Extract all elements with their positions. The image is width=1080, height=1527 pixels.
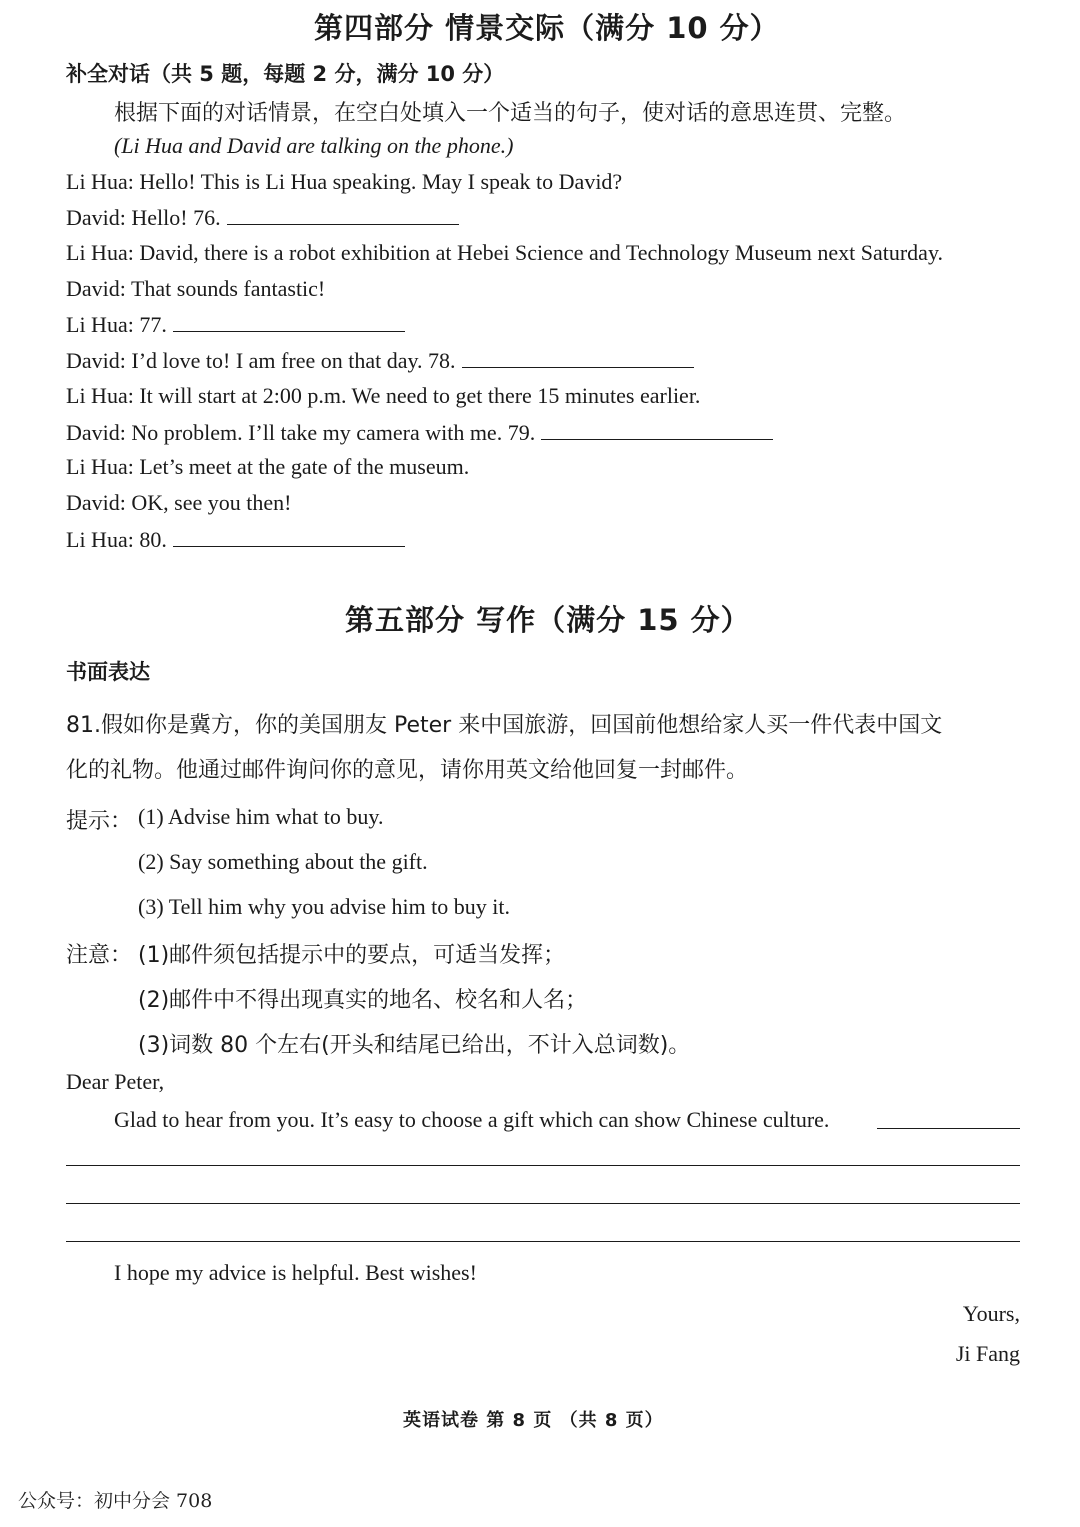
- part4-instruction: 根据下面的对话情景，在空白处填入一个适当的句子，使对话的意思连贯、完整。: [114, 101, 907, 126]
- letter-signature: Ji Fang: [955, 1341, 1020, 1366]
- writing-prompt-line1: 81.假如你是冀方，你的美国朋友 Peter 来中国旅游，回国前他想给家人买一件代表中国文: [66, 713, 943, 738]
- dialogue-line: David: No problem. I’ll take my camera with me. 79.: [66, 419, 773, 446]
- dialogue-line: David: I’d love to! I am free on that day. 78.: [66, 347, 694, 374]
- notes-label: 注意：: [66, 943, 133, 968]
- dialogue-line: Li Hua: 80.: [66, 526, 405, 553]
- letter-closing: I hope my advice is helpful. Best wishes!: [114, 1260, 477, 1285]
- note-item: (2)邮件中不得出现真实的地名、校名和人名；: [138, 988, 588, 1013]
- writing-prompt-line2: 化的礼物。他通过邮件询问你的意见，请你用英文给他回复一封邮件。: [66, 758, 749, 783]
- note-item: (3)词数 80 个左右(开头和结尾已给出，不计入总词数)。: [138, 1033, 691, 1058]
- dialogue-line: Li Hua: David, there is a robot exhibition at Hebei Science and Technology Museum next Saturday.: [66, 240, 944, 265]
- hint-item: (2) Say something about the gift.: [138, 849, 428, 874]
- answer-blank-79[interactable]: [541, 419, 773, 440]
- dialogue-line: Li Hua: It will start at 2:00 p.m. We need to get there 15 minutes earlier.: [66, 383, 701, 408]
- letter-opening: Glad to hear from you. It’s easy to choose a gift which can show Chinese culture.: [114, 1107, 830, 1132]
- writing-blank-line[interactable]: [877, 1108, 1020, 1129]
- writing-line[interactable]: [66, 1241, 1020, 1242]
- part4-task-heading: 补全对话（共 5 题，每题 2 分，满分 10 分）: [66, 62, 505, 86]
- dialogue-context: (Li Hua and David are talking on the phone.): [114, 133, 514, 158]
- letter-signoff: Yours,: [962, 1301, 1020, 1326]
- watermark-text: 公众号：初中分会 708: [18, 1490, 213, 1512]
- dialogue-line: Li Hua: 77.: [66, 311, 405, 338]
- dialogue-line: David: That sounds fantastic!: [66, 276, 326, 301]
- answer-blank-77[interactable]: [173, 311, 405, 332]
- dialogue-line: David: Hello! 76.: [66, 204, 459, 231]
- part4-title: 第四部分 情景交际（满分 10 分）: [314, 11, 780, 45]
- hint-item: (1) Advise him what to buy.: [138, 804, 384, 829]
- answer-blank-78[interactable]: [462, 347, 694, 368]
- page-footer: 英语试卷 第 8 页 （共 8 页）: [403, 1410, 664, 1431]
- dialogue-line: Li Hua: Hello! This is Li Hua speaking. May I speak to David?: [66, 169, 623, 194]
- answer-blank-80[interactable]: [173, 526, 405, 547]
- hint-item: (3) Tell him why you advise him to buy it.: [138, 894, 511, 919]
- answer-blank-76[interactable]: [227, 204, 459, 225]
- letter-salutation: Dear Peter,: [66, 1069, 165, 1094]
- note-item: (1)邮件须包括提示中的要点，可适当发挥；: [138, 943, 566, 968]
- writing-line[interactable]: [66, 1165, 1020, 1166]
- hints-label: 提示：: [66, 809, 133, 834]
- writing-line[interactable]: [66, 1203, 1020, 1204]
- dialogue-line: David: OK, see you then!: [66, 490, 292, 515]
- part5-title: 第五部分 写作（满分 15 分）: [345, 603, 751, 637]
- dialogue-line: Li Hua: Let’s meet at the gate of the museum.: [66, 454, 470, 479]
- part5-task-heading: 书面表达: [66, 660, 150, 684]
